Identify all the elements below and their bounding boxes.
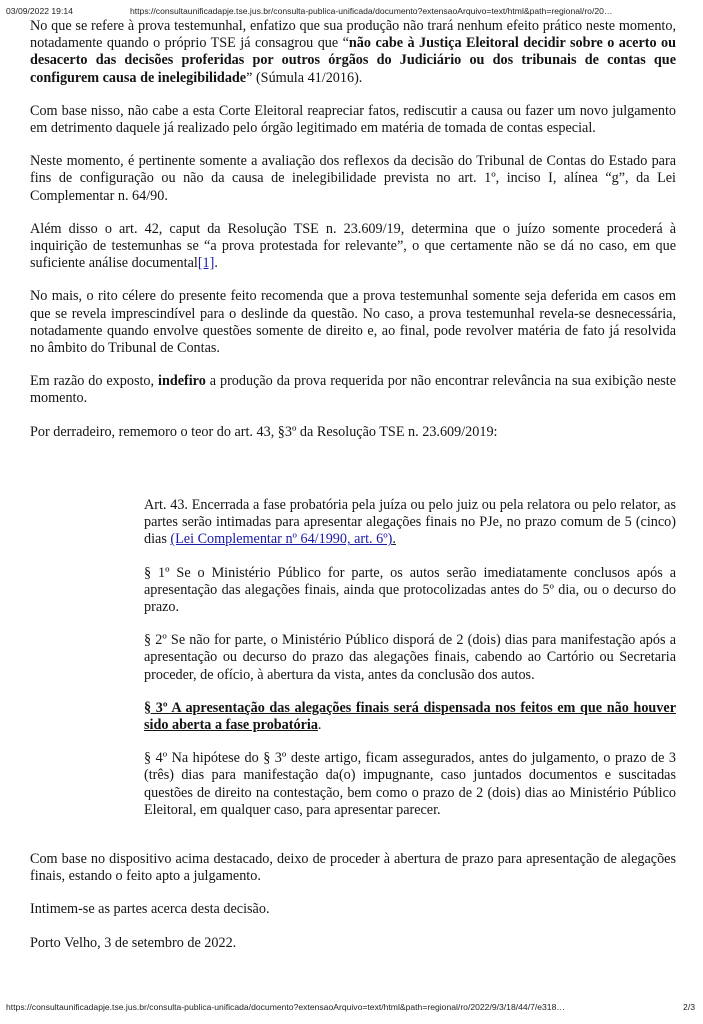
art-43-quote <box>144 497 676 819</box>
paragraph-art-43-intro: Por derradeiro, rememoro o teor do art. 43, §3º da Resolução TSE n. 23.609/2019: <box>30 423 498 440</box>
sumula-quote-bold: não cabe à Justiça Eleitoral decidir sobre o acerto ou desacerto das decisões proferidas por outros órgãos do Judiciário ou dos tribunais de contas que configurem causa de inelegibilidade <box>30 35 676 86</box>
quote-text: . <box>392 531 396 548</box>
print-header-url: https://consultaunificadapje.tse.jus.br/consulta-publica-unificada/documento?extensaoArquivo=text/html&path=regional/ro/20… <box>130 6 613 16</box>
page-number: 2/3 <box>683 1002 695 1012</box>
quote-paragrafo-4: § 4º Na hipótese do § 3º deste artigo, ficam assegurados, antes do julgamento, o prazo de 3 (três) dias para manifestação da(o) impugnante, caso juntados documentos e suscitadas questões de direito na contestação, bem como o prazo de 2 (dois) dias ao Ministério Público Eleitoral, em qualquer caso, para apresentar parecer. <box>144 750 676 818</box>
quote-art-43-caput <box>144 497 676 549</box>
quote-paragrafo-3-highlight <box>144 700 676 734</box>
paragraph-indefiro <box>30 373 676 407</box>
quote-paragrafo-1: § 1º Se o Ministério Público for parte, os autos serão imediatamente conclusos após a apresentação das alegações finais, ainda que protocolizadas antes do 5º dia, ou o decurso do prazo. <box>144 564 676 616</box>
print-footer <box>6 1002 695 1012</box>
print-footer-url: https://consultaunificadapje.tse.jus.br/consulta-publica-unificada/documento?extensaoArquivo=text/html&path=regional/ro/2022/9/3/18/44/7/e318… <box>6 1002 565 1012</box>
indefiro-bold: indefiro <box>158 373 206 390</box>
quote-paragrafo-2: § 2º Se não for parte, o Ministério Público disporá de 2 (dois) dias para manifestação após a apresentação ou decurso do prazo das alegações finais, cabendo ao Cartório ou Secretaria proceder, de ofício, à abertura da vista, antes da conclusão dos autos. <box>144 632 676 683</box>
paragraph-text: No que se refere à prova testemunhal, enfatizo que sua produção não trará nenhum efeito prático neste momento, notadamente quando o próprio TSE já consagrou que “ <box>30 18 676 52</box>
paragraph-art-42 <box>30 221 676 273</box>
lei-complementar-link[interactable]: (Lei Complementar nº 64/1990, art. 6º) <box>170 531 393 548</box>
paragraph-prova-testemunhal <box>30 18 676 87</box>
paragraph-text: Além disso o art. 42, caput da Resolução TSE n. 23.609/19, determina que o juízo somente procederá à inquirição de testemunhas se “a prova protestada for relevante”, o que certamente não se dá no caso, em que suficiente análise documental <box>30 220 676 272</box>
paragraph-corte-eleitoral: Com base nisso, não cabe a esta Corte Eleitoral reapreciar fatos, rediscutir a causa ou fazer um novo julgamento em detrimento daquele já realizado pelo órgão legitimado em matéria de tomada de contas especial. <box>30 102 676 137</box>
paragraph-dispositivo: Com base no dispositivo acima destacado, deixo de proceder à abertura de prazo para apresentação de alegações finais, estando o feito apto a julgamento. <box>30 851 676 885</box>
paragraph-text: ” (Súmula 41/2016). <box>246 69 363 86</box>
paragraph-text: . <box>214 255 218 272</box>
print-datetime: 03/09/2022 19:14 <box>6 6 73 16</box>
paragraph-text: Em razão do exposto, <box>30 373 158 390</box>
document-body <box>30 18 676 441</box>
paragraph-avaliacao-reflexos: Neste momento, é pertinente somente a avaliação dos reflexos da decisão do Tribunal de Contas do Estado para fins de configuração ou não da causa de inelegibilidade prevista no art. 1º, inciso I, alínea “g”, da Lei Complementar n. 64/90. <box>30 153 676 204</box>
paragraph-intimem-se: Intimem-se as partes acerca desta decisão. <box>30 901 270 918</box>
paragraph-text: a produção da prova requerida por não encontrar relevância na sua exibição neste momento. <box>30 373 677 407</box>
paragraph-local-data: Porto Velho, 3 de setembro de 2022. <box>30 934 237 951</box>
document-conclusion <box>30 851 676 952</box>
quote-text: Art. 43. Encerrada a fase probatória pela juíza ou pelo juiz ou pela relatora ou pelo relator, as partes serão intimadas para apresentar alegações finais no PJe, no prazo comum de 5 (cinco) dias <box>144 497 676 548</box>
paragraph-rito-celere: No mais, o rito célere do presente feito recomenda que a prova testemunhal somente seja deferida em casos em que se revela imprescindível para o deslinde da questão. No caso, a prova testemunhal revela-se desnecessária, notadamente quando envolve questões somente de direito e, ao final, pode revolver matéria de fato já resolvida no âmbito do Tribunal de Contas. <box>30 288 676 357</box>
footnote-link[interactable]: [1] <box>197 255 215 272</box>
highlighted-text: § 3º A apresentação das alegações finais será dispensada nos feitos em que não houver sido aberta a fase probatória <box>144 699 676 734</box>
quote-text: . <box>317 717 322 734</box>
